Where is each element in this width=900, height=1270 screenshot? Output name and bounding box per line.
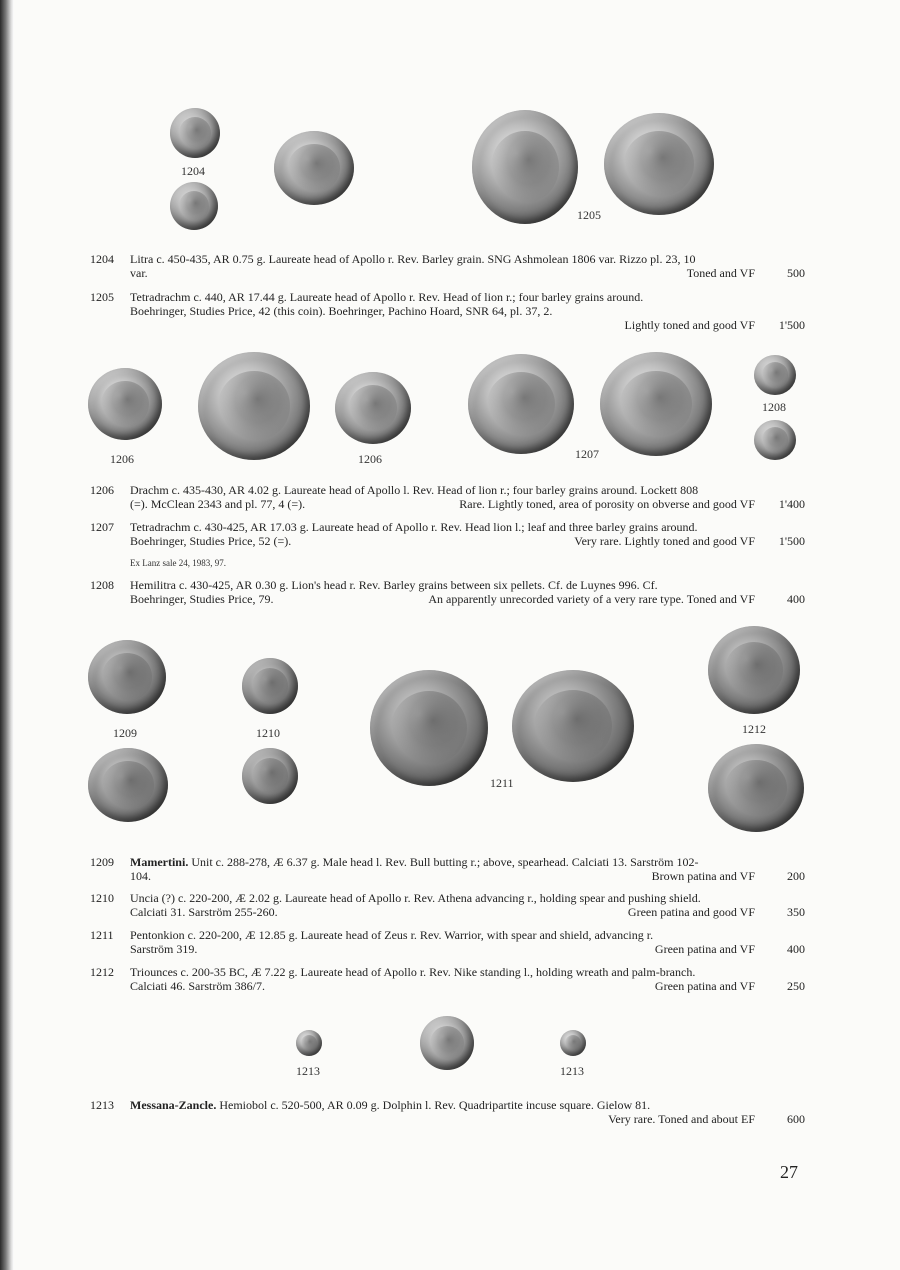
lot-grade: Brown patina and VF bbox=[651, 869, 755, 883]
coin-label-1209: 1209 bbox=[113, 726, 137, 740]
lot-price: 350 bbox=[787, 905, 805, 919]
lot-description: Unit c. 288-278, Æ 6.37 g. Male head l. Rev. Bull butting r.; above, spearhead. Calciati 13. Sarström 102- bbox=[188, 855, 699, 869]
lot-description: Uncia (?) c. 220-200, Æ 2.02 g. Laureate head of Apollo r. Rev. Athena advancing r., holding spear and pushing shield. bbox=[130, 891, 701, 905]
lot-description-cont: Calciati 31. Sarström 255-260. bbox=[130, 905, 278, 919]
lot-number: 1210 bbox=[90, 891, 114, 905]
coin-label-1213-b: 1213 bbox=[560, 1064, 584, 1078]
coin-1204-obverse bbox=[170, 108, 220, 158]
coin-1208-reverse bbox=[754, 420, 796, 460]
lot-grade: Green patina and VF bbox=[654, 979, 755, 993]
lot-description: Tetradrachm c. 440, AR 17.44 g. Laureate head of Apollo r. Rev. Head of lion r.; four barley grains around. bbox=[130, 290, 644, 304]
lot-number: 1206 bbox=[90, 483, 114, 497]
lot-description: Tetradrachm c. 430-425, AR 17.03 g. Laureate head of Apollo r. Rev. Head lion l.; leaf and three barley grains around. bbox=[130, 520, 698, 534]
lot-description-cont: var. bbox=[130, 266, 148, 280]
lot-number: 1212 bbox=[90, 965, 114, 979]
coin-1213-enlarged bbox=[420, 1016, 474, 1070]
coin-label-1211: 1211 bbox=[490, 776, 514, 790]
coin-1210-reverse bbox=[242, 748, 298, 804]
coin-label-1204: 1204 bbox=[181, 164, 205, 178]
coin-1205-obverse bbox=[472, 110, 578, 224]
page-binding-edge bbox=[0, 0, 14, 1270]
coin-1208-obverse bbox=[754, 355, 796, 395]
lot-price: 200 bbox=[787, 869, 805, 883]
lot-grade: Green patina and good VF bbox=[627, 905, 755, 919]
lot-number: 1213 bbox=[90, 1098, 114, 1112]
lot-description: Hemilitra c. 430-425, AR 0.30 g. Lion's head r. Rev. Barley grains between six pellets. Cf. de Luynes 996. Cf. bbox=[130, 578, 658, 592]
lot-description-cont: Boehringer, Studies Price, 52 (=). bbox=[130, 534, 292, 548]
coin-1211-reverse bbox=[512, 670, 634, 782]
lot-grade: Rare. Lightly toned, area of porosity on obverse and good VF bbox=[459, 497, 755, 511]
coin-label-1210: 1210 bbox=[256, 726, 280, 740]
lot-number: 1204 bbox=[90, 252, 114, 266]
lot-grade: An apparently unrecorded variety of a very rare type. Toned and VF bbox=[428, 592, 755, 606]
lot-description: Pentonkion c. 220-200, Æ 12.85 g. Laureate head of Zeus r. Rev. Warrior, with spear and shield, advancing r. bbox=[130, 928, 654, 942]
lot-grade: Very rare. Lightly toned and good VF bbox=[574, 534, 755, 548]
coin-1207-reverse bbox=[600, 352, 712, 456]
lot-description-cont: Sarström 319. bbox=[130, 942, 198, 956]
lot-description: Drachm c. 435-430, AR 4.02 g. Laureate head of Apollo l. Rev. Head of lion r.; four barley grains around. Lockett 808 bbox=[130, 483, 699, 497]
lot-price: 600 bbox=[787, 1112, 805, 1126]
coin-label-1206-b: 1206 bbox=[358, 452, 382, 466]
coin-label-1207: 1207 bbox=[575, 447, 599, 461]
lot-price: 1'400 bbox=[778, 497, 805, 511]
coin-1204-reverse bbox=[170, 182, 218, 230]
lot-number: 1211 bbox=[90, 928, 114, 942]
coin-1207-obverse bbox=[468, 354, 574, 454]
lot-mint-heading: Messana-Zancle. bbox=[130, 1098, 217, 1112]
lot-number: 1205 bbox=[90, 290, 114, 304]
coin-1212-reverse bbox=[708, 744, 804, 832]
lot-description-cont: 104. bbox=[130, 869, 151, 883]
coin-1213-obverse bbox=[296, 1030, 322, 1056]
coin-1210-obverse bbox=[242, 658, 298, 714]
coin-1205-reverse bbox=[604, 113, 714, 215]
lot-description: Litra c. 450-435, AR 0.75 g. Laureate head of Apollo r. Rev. Barley grain. SNG Ashmolean 1806 var. Rizzo pl. 23, 10 bbox=[130, 252, 696, 266]
coin-1213-reverse bbox=[560, 1030, 586, 1056]
coin-1211-obverse bbox=[370, 670, 488, 786]
coin-label-1205: 1205 bbox=[577, 208, 601, 222]
lot-grade: Lightly toned and good VF bbox=[624, 318, 755, 332]
coin-1206-obverse-a bbox=[88, 368, 162, 440]
lot-grade: Very rare. Toned and about EF bbox=[608, 1112, 755, 1126]
coin-1212-obverse bbox=[708, 626, 800, 714]
lot-number: 1207 bbox=[90, 520, 114, 534]
lot-price: 250 bbox=[787, 979, 805, 993]
page-number: 27 bbox=[780, 1162, 798, 1182]
lot-grade: Green patina and VF bbox=[654, 942, 755, 956]
coin-1209-obverse bbox=[88, 640, 166, 714]
coin-label-1212: 1212 bbox=[742, 722, 766, 736]
lot-grade: Toned and VF bbox=[686, 266, 755, 280]
coin-1206-obverse-enlarged bbox=[198, 352, 310, 460]
coin-label-1206-a: 1206 bbox=[110, 452, 134, 466]
lot-price: 500 bbox=[787, 266, 805, 280]
lot-price: 1'500 bbox=[778, 318, 805, 332]
lot-description-cont: Calciati 46. Sarström 386/7. bbox=[130, 979, 265, 993]
coin-1209-reverse bbox=[88, 748, 168, 822]
coin-1204-enlarged bbox=[274, 131, 354, 205]
coin-1206-reverse bbox=[335, 372, 411, 444]
coin-label-1208: 1208 bbox=[762, 400, 786, 414]
lot-number: 1209 bbox=[90, 855, 114, 869]
lot-description: Triounces c. 200-35 BC, Æ 7.22 g. Laureate head of Apollo r. Rev. Nike standing l., holding wreath and palm-branch. bbox=[130, 965, 696, 979]
lot-price: 1'500 bbox=[778, 534, 805, 548]
lot-price: 400 bbox=[787, 942, 805, 956]
coin-label-1213-a: 1213 bbox=[296, 1064, 320, 1078]
lot-description-cont: Boehringer, Studies Price, 42 (this coin). Boehringer, Pachino Hoard, SNR 64, pl. 37, 2. bbox=[130, 304, 553, 318]
lot-description: Hemiobol c. 520-500, AR 0.09 g. Dolphin l. Rev. Quadripartite incuse square. Gielow 81. bbox=[216, 1098, 651, 1112]
lot-mint-heading: Mamertini. bbox=[130, 855, 189, 869]
lot-number: 1208 bbox=[90, 578, 114, 592]
lot-price: 400 bbox=[787, 592, 805, 606]
lot-description-cont: (=). McClean 2343 and pl. 77, 4 (=). bbox=[130, 497, 306, 511]
lot-1207-provenance: Ex Lanz sale 24, 1983, 97. bbox=[130, 558, 226, 568]
lot-description-cont: Boehringer, Studies Price, 79. bbox=[130, 592, 274, 606]
